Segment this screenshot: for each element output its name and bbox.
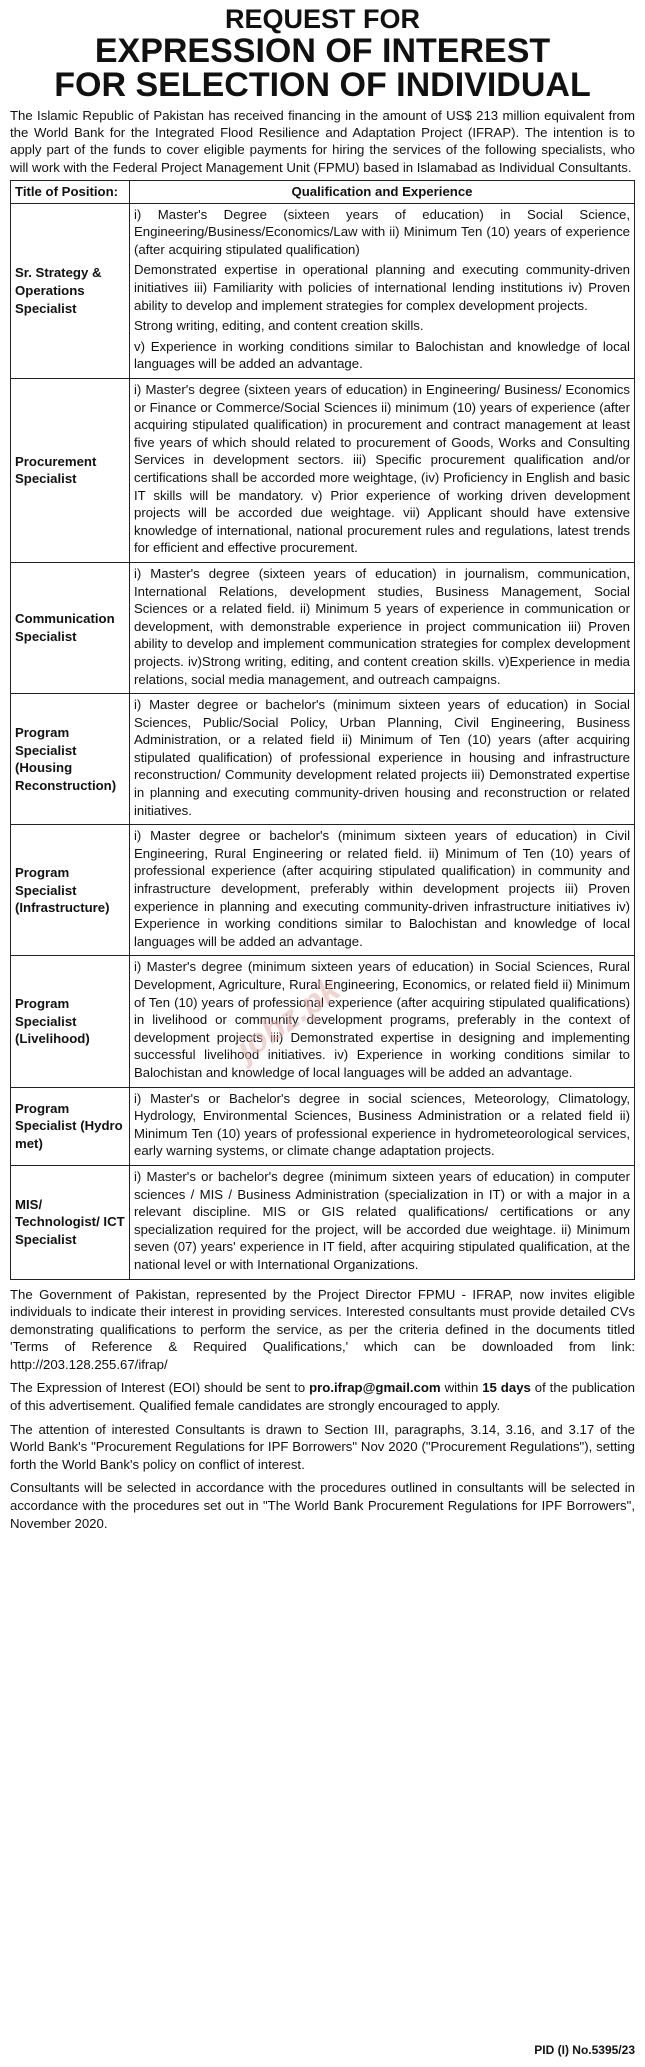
table-row bbox=[11, 562, 635, 693]
qualification-paragraph: i) Master degree or bachelor's (minimum sixteen years of education) in Social Sciences, Public/Social Policy, Urban Planning, Civil Engineering, Business Administration, or a related field ii) Minimum of Ten (10) years (after acquiring stipulated qualification) of professional experience in housing and infrastructure reconstruction/ Community development related projects iii) Demonstrated expertise in planning and executing community-driven housing and reconstruction or related initiatives. bbox=[134, 697, 630, 818]
qualification-paragraph: Strong writing, editing, and content creation skills. bbox=[134, 318, 424, 334]
qualification-paragraph: v) Experience in working conditions similar to Balochistan and knowledge of local languages will be added an advantage. bbox=[134, 338, 630, 372]
position-qualification bbox=[130, 1165, 635, 1279]
positions-table-body bbox=[11, 203, 635, 1279]
qualification-paragraph: i) Master's Degree (sixteen years of education) in Social Science, Engineering/Business/Economics/Law with ii) Minimum Ten (10) years of experience (after acquiring stipulated qualification) bbox=[134, 206, 630, 257]
position-qualification bbox=[130, 379, 635, 563]
qualification-paragraph: i) Master's or Bachelor's degree in social sciences, Meteorology, Climatology, Hydrology, Environmental Sciences, Business Administration or a related field ii) Minimum Ten (10) years of professional experience in hydrometeorological services, early warning systems, or climate change adaptation projects. bbox=[134, 1090, 630, 1159]
watermark: jobz.pk bbox=[229, 969, 348, 1069]
qualification-paragraph: i) Master's degree (sixteen years of education) in Engineering/ Business/ Economics or Finance or Commerce/Social Sciences ii) minimum (10) years of experience (after acquiring stipulated qualification) in procurement and contract management at least five years of which should related to procurement of Goods, Works and Consulting Services in development sectors. iii) Specific procurement qualification and/or certifications shall be accorded more weightage, (iv) Proficiency in English and basic IT skills will be mandatory. v) Prior experience of working driven development projects will be accorded due weightage. vii) Applicant should have extensive knowledge of international, national procurement rules and regulations, latest trends for efficient and effective procurement. bbox=[134, 382, 630, 556]
qualification-paragraph: i) Master's degree (sixteen years of education) in journalism, communication, International Relations, development studies, Business Management, Social Sciences or a related field. ii) Minimum 5 years of experience in communication or development, with demonstrable experience in project communication iii) Proven ability to develop and implement communication strategies for complex development projects. iv)Strong writing, editing, and content creation skills. v)Experience in media relations, social media management, and outreach campaigns. bbox=[134, 565, 630, 687]
deadline-days: 15 days bbox=[482, 1380, 531, 1396]
position-qualification bbox=[130, 1087, 635, 1165]
footer-paragraph-1: The Government of Pakistan, represented by the Project Director FPMU - IFRAP, now invites eligible individuals to indicate their interest in providing services. Interested consultants must provide detailed CVs demonstrating qualifications to perform the service, as per the criteria defined in the documents titled 'Terms of Reference & Required Qualifications,' which can be downloaded from link: http://203.128.255.67/ifrap/ bbox=[10, 1286, 635, 1372]
qualification-paragraph: i) Master's degree (minimum sixteen years of education) in Social Sciences, Rural Development, Agriculture, Rural Engineering, Economics, or related field ii) Minimum of Ten (10) years of professional experience (after acquiring stipulated qualifications) in livelihood or community development programs, preferably in the context of development projects iii) Demonstrated expertise in designing and implementing successful livelihood initiatives. iv) Experience in working conditions similar to Balochistan and knowledge of local languages will be added an advantage. bbox=[134, 959, 630, 1080]
table-row bbox=[11, 379, 635, 563]
position-qualification bbox=[130, 694, 635, 825]
footer-p2-text: The Expression of Interest (EOI) should be sent to bbox=[10, 1380, 310, 1396]
pid-number: PID (I) No.5395/23 bbox=[534, 2043, 635, 2057]
position-qualification bbox=[130, 956, 635, 1087]
position-title: Program Specialist (Housing Reconstruction) bbox=[11, 694, 130, 825]
footer bbox=[10, 1286, 635, 1533]
table-row bbox=[11, 1165, 635, 1279]
header-line-1: REQUEST FOR bbox=[224, 4, 420, 34]
qualification-paragraph: i) Master degree or bachelor's (minimum sixteen years of education) in Civil Engineering, Rural Engineering or related field. ii) Minimum of Ten (10) years of professional experience (after acquiring stipulated qualification) in community and infrastructure development, preferably within development projects iii) Proven experience in planning and executing community-driven infrastructure initiatives iv) Experience in working conditions similar to Balochistan and knowledge of local languages will be added an advantage. bbox=[134, 828, 630, 949]
position-title: Program Specialist (Infrastructure) bbox=[11, 825, 130, 956]
qualification-paragraph: Demonstrated expertise in operational planning and executing community-driven initiatives iii) Familiarity with policies of international lending institutions iv) Proven ability to develop and implement strategies for complex development projects. bbox=[134, 262, 630, 313]
position-title: Program Specialist (Hydro met) bbox=[11, 1087, 130, 1165]
column-header-qualification: Qualification and Experience bbox=[130, 181, 635, 204]
footer-p2-post: of the publication of this advertisement. Qualified female candidates are strongly encouraged to apply. bbox=[10, 1380, 635, 1414]
position-title: Sr. Strategy & Operations Specialist bbox=[11, 203, 130, 378]
footer-p2-mid: within bbox=[440, 1380, 483, 1396]
position-qualification bbox=[130, 203, 635, 378]
table-row bbox=[11, 694, 635, 825]
position-title: Program Specialist (Livelihood) bbox=[11, 956, 130, 1087]
column-header-title: Title of Position: bbox=[11, 181, 130, 204]
position-title: MIS/ Technologist/ ICT Specialist bbox=[11, 1165, 130, 1279]
footer-paragraph-2 bbox=[10, 1379, 635, 1414]
header-line-2: EXPRESSION OF INTEREST bbox=[94, 31, 551, 70]
position-title: Communication Specialist bbox=[11, 562, 130, 693]
position-qualification bbox=[130, 562, 635, 693]
position-title: Procurement Specialist bbox=[11, 379, 130, 563]
header-line-3: FOR SELECTION OF INDIVIDUAL bbox=[54, 66, 591, 105]
position-qualification bbox=[130, 825, 635, 956]
header bbox=[10, 0, 635, 103]
intro-paragraph: The Islamic Republic of Pakistan has received financing in the amount of US$ 213 million equivalent from the World Bank for the Integrated Flood Resilience and Adaptation Project (IFRAP). The intention is to apply part of the funds to cover eligible payments for hiring the services of the following specialists, who will work with the Federal Project Management Unit (FPMU) based in Islamabad as Individual Consultants. bbox=[10, 107, 635, 175]
table-row bbox=[11, 825, 635, 956]
positions-table bbox=[10, 180, 635, 1279]
qualification-paragraph: i) Master's or bachelor's degree (minimum sixteen years of education) in computer sciences / MIS / Business Administration (specialization in IT) or with a major in a relevant discipline. MIS or GIS related qualifications/ certifications or any specialization required for the project, will be accorded due weightage. ii) Minimum seven (07) years' experience in IT field, after acquiring stipulated qualification, at the national level or with International Organizations. bbox=[134, 1168, 630, 1272]
footer-paragraph-4: Consultants will be selected in accordance with the procedures outlined in consultants will be selected in accordance with the procedures set out in "The World Bank Procurement Regulations for IPF Borrowers", November 2020. bbox=[10, 1480, 635, 1531]
table-row bbox=[11, 203, 635, 378]
footer-paragraph-3: The attention of interested Consultants is drawn to Section III, paragraphs, 3.14, 3.16, and 3.17 of the World Bank's "Procurement Regulations for IPF Borrowers" Nov 2020 ("Procurement Regulations"), setting forth the World Bank's policy on conflict of interest. bbox=[10, 1421, 635, 1472]
contact-email[interactable]: pro.ifrap@gmail.com bbox=[309, 1380, 441, 1396]
table-row bbox=[11, 1087, 635, 1165]
